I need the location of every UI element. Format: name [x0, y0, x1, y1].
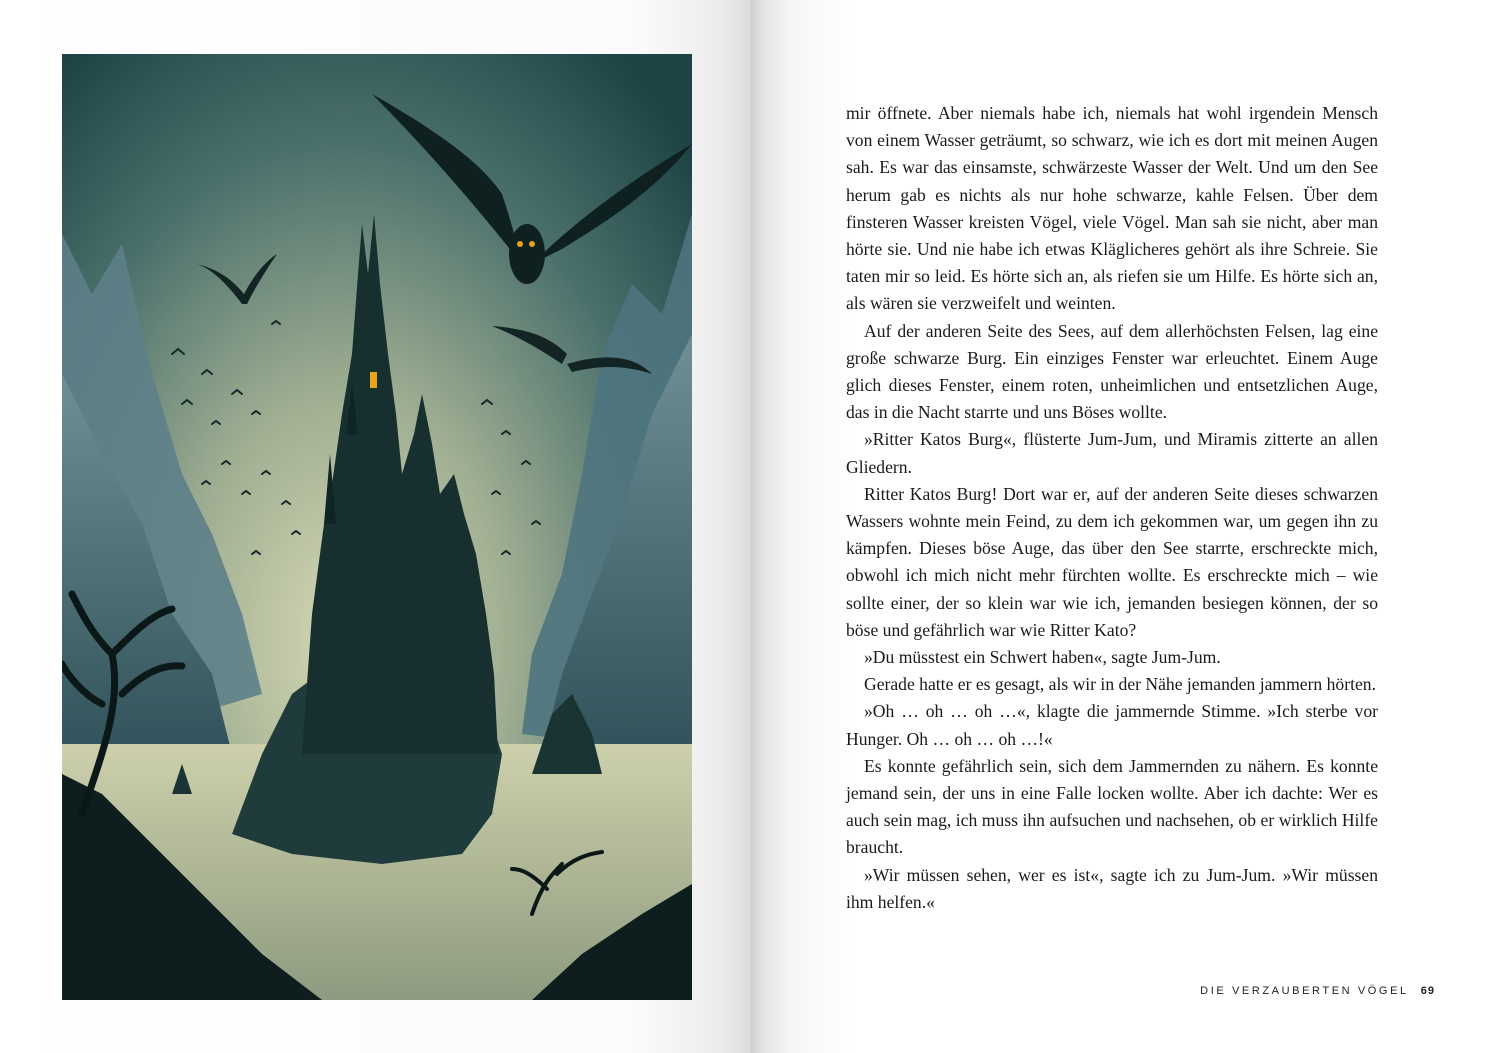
running-title: DIE VERZAUBERTEN VÖGEL: [1200, 985, 1409, 997]
lit-window: [370, 372, 377, 388]
paragraph: »Wir müssen sehen, wer es ist«, sagte ich zu Jum-Jum. »Wir müssen ihm helfen.«: [846, 864, 1378, 912]
large-bird-eye-left: [517, 241, 523, 247]
page-footer: [1100, 985, 1435, 997]
paragraph: »Oh … oh … oh …«, klagte die jammernde Stimme. »Ich sterbe vor Hunger. Oh … oh … oh …!«: [846, 701, 1378, 749]
paragraph: »Ritter Katos Burg«, flüsterte Jum-Jum, und Miramis zitterte an allen Gliedern.: [846, 429, 1378, 477]
paragraph: mir öffnete. Aber niemals habe ich, niemals hat wohl irgendein Mensch von einem Wasser geträumt, so schwarz, wie ich es dort mit meinen Augen sah. Es war das einsamste, schwärzeste Wasser der Welt. Und um den See herum gab es nichts als nur hohe schwarze, kahle Felsen. Über dem finsteren Wasser kreisten Vögel, viele Vögel. Man sah sie nicht, aber man hörte sie. Und nie habe ich etwas Kläglicheres gehört als ihre Schreie. Sie taten mir so leid. Es hörte sich an, als riefen sie um Hilfe. Es hörte sich an, als wären sie verzweifelt und weinten.: [846, 103, 1378, 314]
body-text: [846, 100, 1378, 916]
paragraph: Es konnte gefährlich sein, sich dem Jammernden zu nähern. Es konnte jemand sein, der uns in eine Falle locken wollte. Aber ich dachte: Wer es auch sein mag, ich muss ihn aufsuchen und nachsehen, ob er wirklich Hilfe braucht.: [846, 755, 1378, 858]
paragraph: Auf der anderen Seite des Sees, auf dem allerhöchsten Felsen, lag eine große schwarze Burg. Ein einziges Fenster war erleuchtet. Einem Auge glich dieses Fenster, einem roten, unheimlichen und entsetzlichen Auge, das in die Nacht starrte und uns Böses wollte.: [846, 320, 1378, 423]
large-bird-body: [509, 224, 545, 284]
paragraph: Gerade hatte er es gesagt, als wir in der Nähe jemanden jammern hörten.: [864, 674, 1376, 695]
paragraph: »Du müsstest ein Schwert haben«, sagte Jum-Jum.: [864, 647, 1221, 668]
page-number: 69: [1420, 985, 1435, 997]
paragraph: Ritter Katos Burg! Dort war er, auf der anderen Seite dieses schwarzen Wassers wohnte mein Feind, zu dem ich gekommen war, um gegen ihn zu kämpfen. Dieses böse Auge, das über den See starrte, erschreckte mich, obwohl ich mich nicht mehr fürchten wollte. Es erschreckte mich – wie sollte einer, der so klein war wie ich, jemanden besiegen können, der so böse und gefährlich war wie Ritter Kato?: [846, 483, 1378, 640]
castle-illustration: [62, 54, 692, 1000]
large-bird-eye-right: [529, 241, 535, 247]
